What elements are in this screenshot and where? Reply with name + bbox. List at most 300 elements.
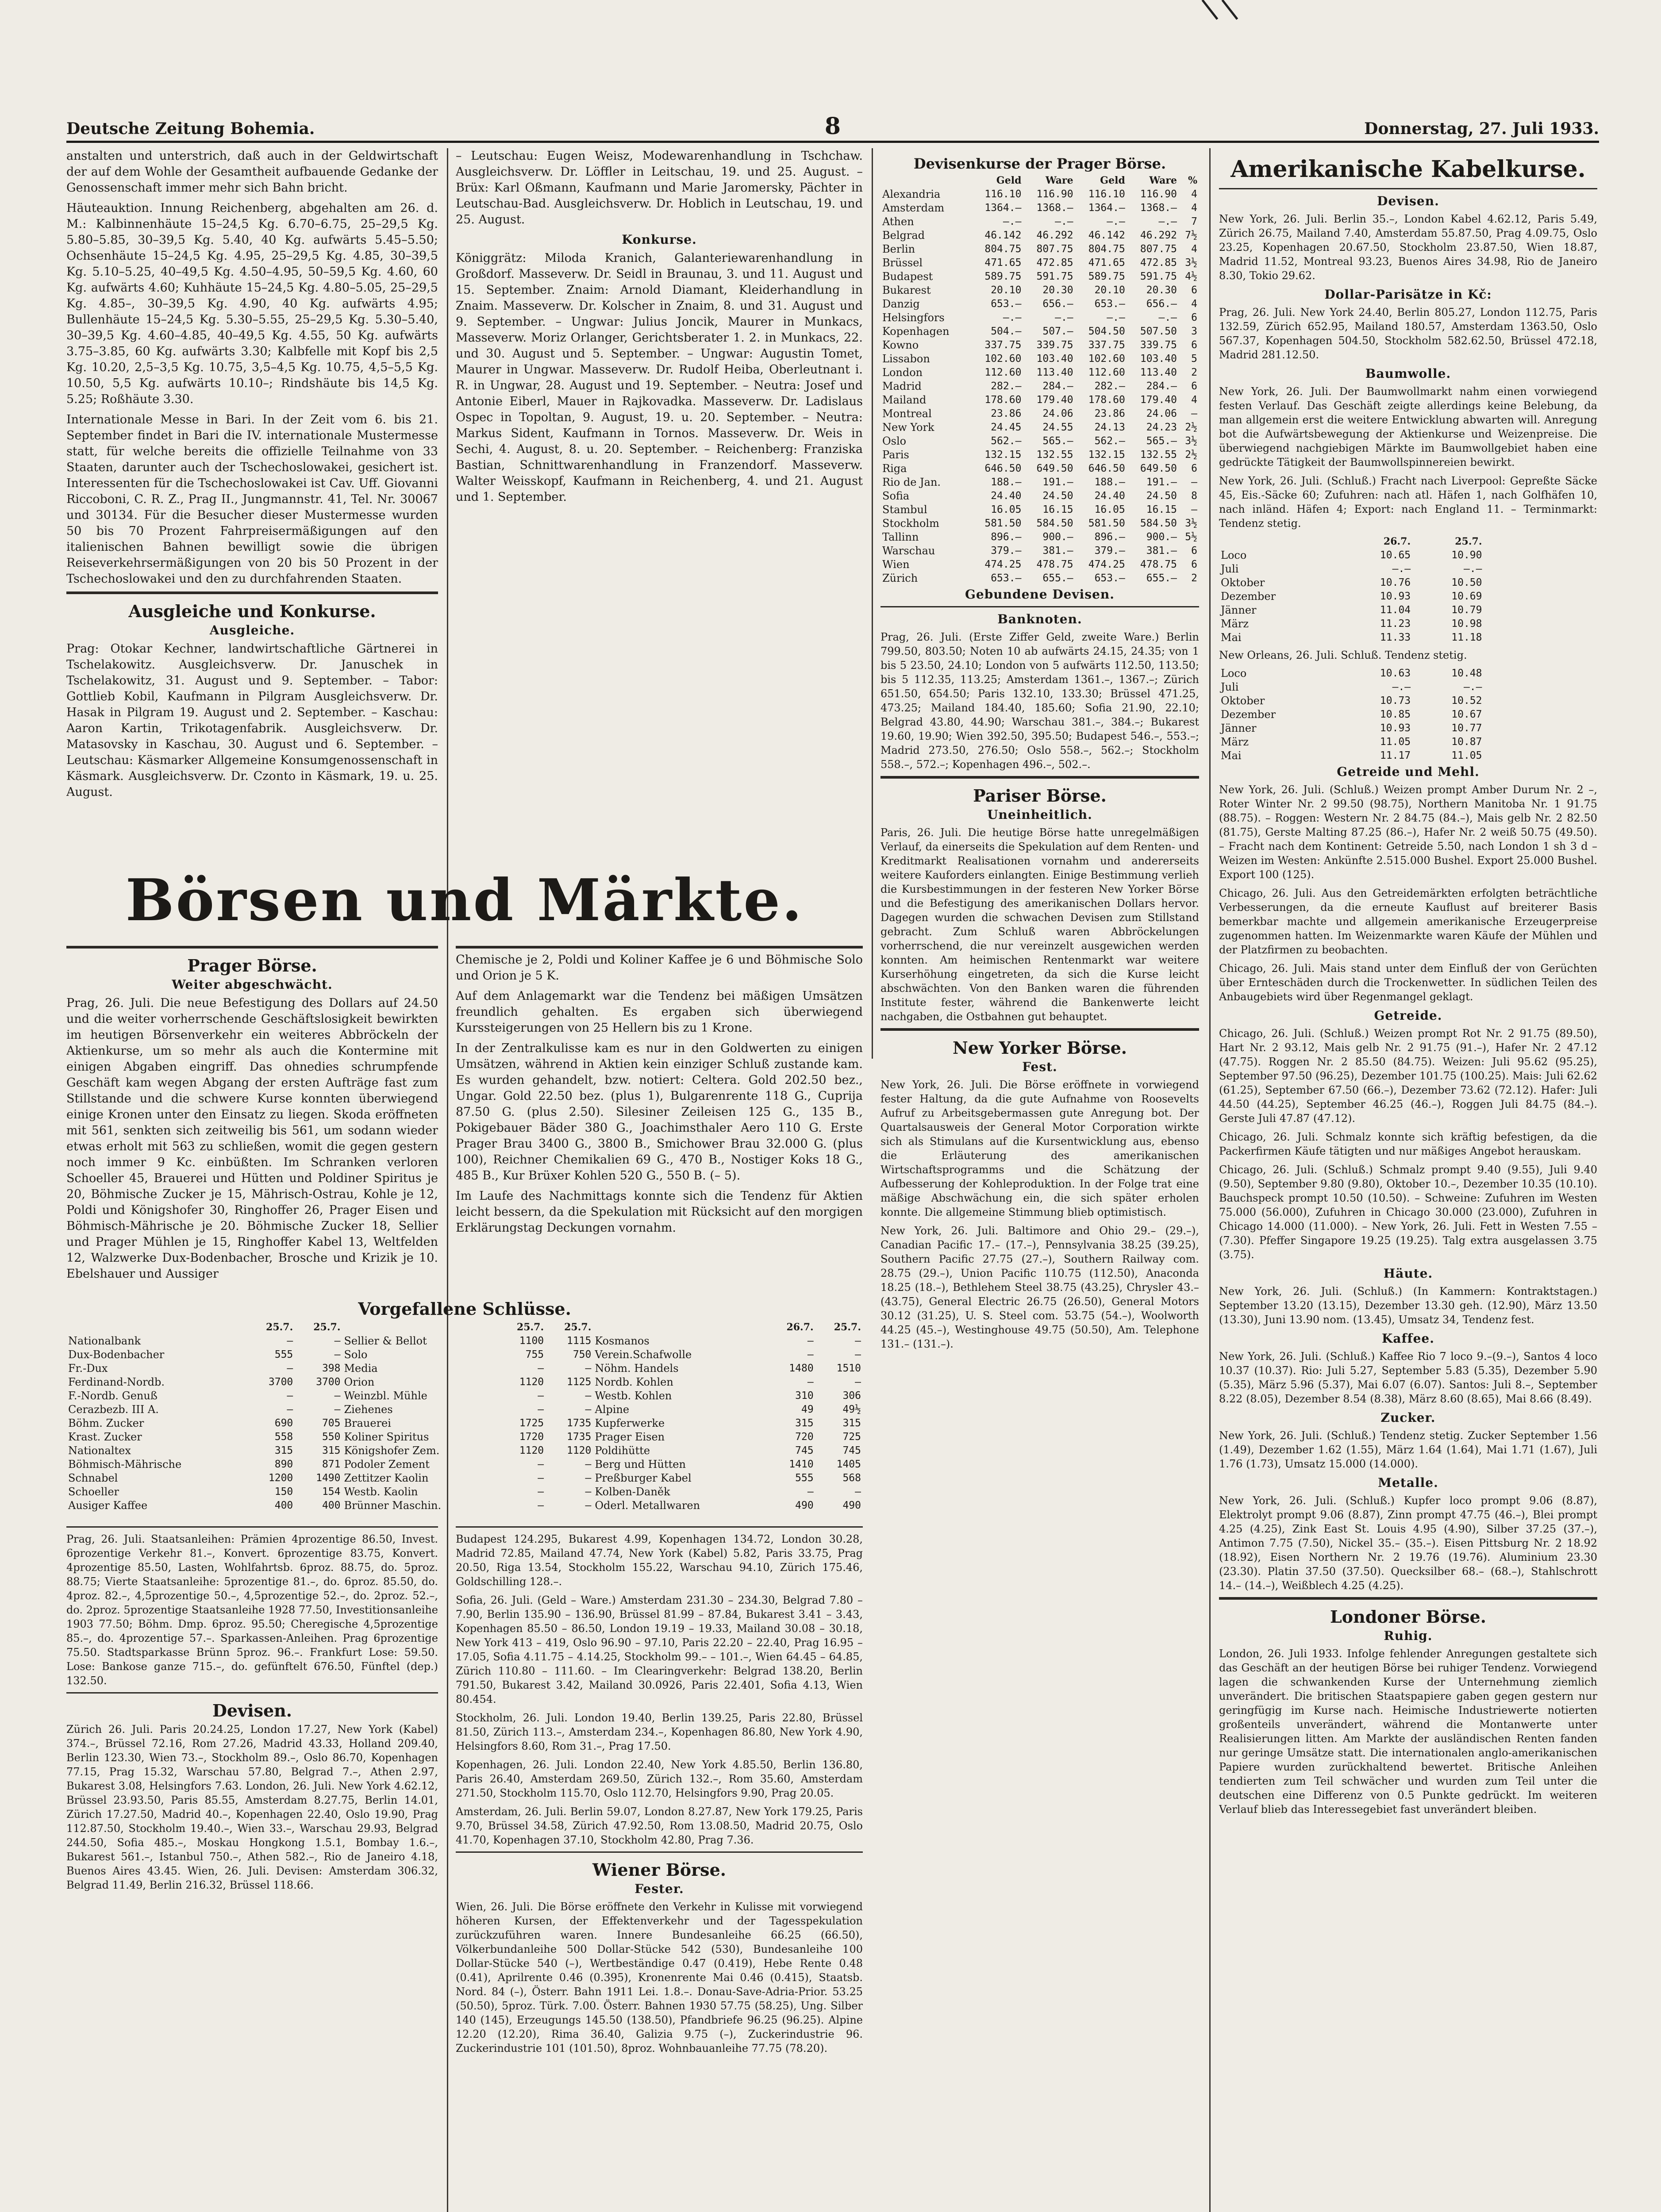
price-cell: 49 [801,1404,814,1415]
price-cell: 755 [525,1349,544,1360]
company-cell: Krast. Zucker [68,1431,142,1443]
table-row [1219,562,1484,576]
table-row [66,1362,863,1375]
rate-cell: 178.60 [984,394,1022,406]
city-cell: Bukarest [882,284,931,296]
article-prager: Prag, 26. Juli. Die neue Befestigung des Dollars auf 24.50 und die weiter vorherrschende Geschäftslosigkeit bewirkten im heutigen Börsenverkehr ein weiteres Abbröckeln der Aktienkurse, um so mehr als auch die Kontermine mit einigen Abgaben eingriff. Das ohnedies schrumpfende Geschäft kam wegen Abgang der ersten Aufträge fast zum Stillstande und die schwere Kurse konnten überwiegend einige Kronen unter den Einsatz zu liegen. Skoda eröffneten mit 561, senkten sich zeitweilig bis 561, um sodann wieder etwas erholt mit 563 zu schließen, womit die gegen gestern noch immer 9 Kc. einbüßten. Im Schranken verloren Schoeller 45, Brauerei und Hütten und Poldiner Spiritus je 20, Böhmische Zucker je 15, Mährisch-Ostrau, Kohle je 12, Poldi und Königshofer 30, Ringhoffer 26, Prager Eisen und Böhmisch-Mährische je 20. Böhmische Zucker 18, Sellier und Prager Mühlen je 15, Ringhoffer Kabel 13, Weltfelden 12, Walzwerke Dux-Bodenbacher, Brosche und Krizik je 10. Ebelshauer und Aussiger [66,996,438,1281]
table-row [66,1471,863,1485]
article-zucker: New York, 26. Juli. (Schluß.) Tendenz stetig. Zucker September 1.56 (1.49), Dezember 1.62 (1.55), März 1.64 (1.64), Mai 1.71 (1.67), Juli 1.76 (1.73), Umsatz 15.000 (14.000). [1219,1429,1597,1470]
col-header: Ware [1046,175,1073,186]
rate-cell: 5 [1191,353,1197,365]
rate-cell: 507.– [1042,326,1073,337]
company-cell: F.-Nordb. Genuß [68,1390,158,1402]
rate-cell: –.– [1055,216,1073,227]
table-row [880,393,1199,407]
table-row [880,476,1199,489]
price-cell: 871 [322,1459,341,1470]
price-cell: 1735 [566,1431,592,1443]
col-header: 25.7. [266,1321,293,1333]
company-cell: Ferdinand-Nordb. [68,1376,165,1388]
city-cell: Lissabon [882,353,930,365]
company-cell: Schnabel [68,1472,118,1484]
section-title-amerikanische: Amerikanische Kabelkurse. [1230,156,1586,183]
rate-cell: 807.75 [1140,243,1177,255]
price-cell: 1725 [519,1417,544,1429]
rate-cell: 896.– [1094,531,1125,543]
divider [66,1692,438,1694]
newspaper-name: Deutsche Zeitung Bohemia. [66,119,315,138]
section-subtitle: Ruhig. [1384,1628,1433,1643]
price-cell: 10.85 [1380,709,1411,720]
rate-cell: 6 [1191,463,1197,474]
col-header: % [1188,175,1197,186]
rate-cell: 24.45 [991,422,1022,433]
company-cell: Podoler Zement [344,1458,430,1471]
rate-cell: 339.75 [1140,339,1177,351]
rate-cell: 565.– [1042,435,1073,447]
rate-cell: 478.75 [1140,559,1177,570]
table-row [880,311,1199,325]
city-cell: Amsterdam [882,202,945,214]
rate-cell: 116.10 [1088,188,1125,200]
price-cell: 725 [842,1431,861,1443]
rate-cell: 653.– [1094,298,1125,310]
article-newyork-quotes: New York, 26. Juli. Baltimore and Ohio 29.– (29.–), Canadian Pacific 17.– (17.–), Pennsylvania 38.25 (39.25), Southern Pacific 27.75 (27.–), Southern Railway com. 28.75 (29.–), Union Pacific 110.75 (112.50), Anaconda 18.25 (18.–), Bethlehem Steel 38.75 (43.25), Chrysler 43.– (43.75), General Electric 26.75 (26.50), General Motors 30.12 (31.25), U. S. Steel com. 53.75 (54.–), Woolworth 44.25 (45.–), Westinghouse 49.75 (50.50), Am. Telephone 131.– (131.–). [880,1225,1199,1350]
rate-cell: 1368.– [1036,202,1073,214]
col-header: Ware [1149,175,1177,186]
section-subtitle: Weiter abgeschwächt. [172,977,333,992]
company-cell: Preßburger Kabel [595,1472,692,1484]
city-cell: Sofia [882,490,910,502]
table-row [66,1375,863,1389]
rate-cell: 188.– [991,476,1022,488]
rate-cell: 103.40 [1140,353,1177,365]
price-cell: – [538,1486,544,1498]
rate-cell: 24.06 [1146,408,1177,419]
price-cell: 490 [795,1500,814,1511]
divider [66,591,438,594]
city-cell: Helsingfors [882,311,945,324]
section-subtitle: Uneinheitlich. [987,807,1092,822]
company-cell: Brünner Maschin. [344,1499,442,1512]
col-header: 25.7. [516,1321,544,1333]
table-row [66,1348,863,1362]
col-header: Geld [996,175,1022,186]
price-cell: – [855,1376,861,1388]
rate-cell: 24.40 [1094,490,1125,502]
company-cell: Berg und Hütten [595,1458,686,1471]
col-header: 26.7. [786,1321,814,1333]
price-cell: – [287,1404,293,1415]
price-cell: –.– [1392,563,1411,575]
table-row [880,572,1199,585]
price-cell: 550 [322,1431,341,1443]
table-row [880,434,1199,448]
price-cell: 490 [842,1500,861,1511]
rate-cell: 6 [1191,559,1197,570]
table-row [880,517,1199,530]
rate-cell: 6 [1191,284,1197,296]
rate-cell: 24.50 [1146,490,1177,502]
price-cell: 10.52 [1451,695,1482,707]
price-cell: – [585,1363,592,1374]
rate-cell: 504.– [991,326,1022,337]
table-row [1219,722,1484,735]
rate-cell: 581.50 [984,518,1022,529]
month-cell: März [1221,618,1249,630]
rate-cell: 656.– [1042,298,1073,310]
baumwolle-table [1219,535,1484,645]
rate-cell: 4½ [1185,271,1197,282]
section-subtitle: Metalle. [1378,1475,1438,1490]
price-cell: 400 [322,1500,341,1511]
rate-cell: 24.23 [1146,422,1177,433]
column-2-mid [456,942,863,1279]
city-cell: New York [882,421,934,434]
rate-cell: 562.– [1094,435,1125,447]
article-newyork: New York, 26. Juli. Die Börse eröffnete in vorwiegend fester Haltung, da die gute Aufnahme von Roosevelts Aufruf zu Arbeitsgebermassen gute Anregung bot. Der Quartalsausweis der General Motor Corporation wirkte sich als Stimulans auf die Kursentwicklung aus, ebenso die Erläuterung des amerikanischen Wirtschaftsprogramms und die Schätzung der Aufbesserung der Kohleproduktion. In der Folge trat eine mäßige Abschwächung ein, die sich später erholen konnte. Die allgemeine Stimmung blieb optimistisch. [880,1079,1199,1218]
rate-cell: 589.75 [984,271,1022,282]
price-cell: – [807,1335,814,1347]
rate-cell: 132.55 [1140,449,1177,461]
rate-cell: 24.50 [1042,490,1073,502]
rate-cell: 379.– [991,545,1022,557]
city-cell: Warschau [882,545,935,557]
table-row [66,1417,863,1430]
price-cell: 568 [842,1472,861,1484]
rate-cell: 113.40 [1140,367,1177,378]
rate-cell: 188.– [1094,476,1125,488]
rate-cell: 16.15 [1146,504,1177,515]
schluesse-section [66,1292,863,1513]
rate-cell: 112.60 [1088,367,1125,378]
table-row [880,338,1199,352]
article-berlin: Budapest 124.295, Bukarest 4.99, Kopenhagen 134.72, London 30.28, Madrid 72.85, Mailand 47.74, New York (Kabel) 5.82, Paris 33.75, Prag 20.50, Riga 13.54, Stockholm 155.22, Warschau 94.10, Zürich 175.46, Goldschilling 128.–. [456,1533,863,1588]
article-intro: anstalten und unterstrich, daß auch in der Geldwirtschaft der auf dem Wohle der Gesamtheit aufbauende Gedanke der Genossenschaft immer mehr sich Bahn bricht. [66,149,438,195]
section-subtitle-konkurse: Konkurse. [622,232,697,247]
article-stockholm: Stockholm, 26. Juli. London 19.40, Berlin 139.25, Paris 22.80, Brüssel 81.50, Zürich 113.–, Amsterdam 234.–, Kopenhagen 86.80, New York 4.90, Helsingfors 8.60, Rom 31.–, Prag 17.50. [456,1712,863,1752]
article-baumwolle: New York, 26. Juli. Der Baumwollmarkt nahm einen vorwiegend festen Verlauf. Das Geschäft zeigte allerdings keine Belebung, da man allgemein erst die weitere Entwicklung abwarten will. Anregung bot die Aufwärtsbewegung der Aktienkurse und Weizenpreise. Die überwiegend nachgiebigen Märkte im Baumwollgebiet haben eine gedrückte Tätigkeit der Baumwollspinnereien bewirkt. [1219,385,1597,469]
table-row [1219,708,1484,722]
price-cell: 49½ [842,1404,861,1415]
price-cell: – [287,1335,293,1347]
section-title-devisen: Devisen. [212,1701,292,1720]
table-row [66,1485,863,1499]
price-cell: 11.05 [1380,736,1411,748]
rate-cell: 16.05 [1094,504,1125,515]
price-cell: – [585,1472,592,1484]
price-cell: 1100 [519,1335,544,1347]
price-cell: – [538,1500,544,1511]
page-header [66,113,1599,143]
price-cell: 315 [322,1445,341,1456]
city-cell: London [882,366,923,379]
price-cell: –.– [1463,681,1482,693]
rate-cell: 581.50 [1088,518,1125,529]
company-cell: Cerazbezb. III A. [68,1403,159,1416]
article-wiener: Wien, 26. Juli. Die Börse eröffnete den Verkehr in Kulisse mit vorwiegend höheren Kursen, der Effektenverkehr und der Tagesspekulation zurückzuführen waren. Innere Bundesanleihe 66.25 (66.50), Völkerbundanleihe 500 Dollar-Stücke 542 (530), Bundesanleihe 100 Dollar-Stücke 540 (–), Wertbeständige 0.47 (0.419), Hebe Rente 0.48 (0.41), Aprilrente 0.46 (0.395), Kronenrente Mai 0.46 (0.415), Staatsb. Nord. 84 (–), Österr. Bahn 1911 Lei. 1.8.–. Donau-Save-Adria-Prior. 53.25 (50.50), 5proz. Türk. 7.00. Österr. Bahnen 1930 57.75 (58.25), Ung. Silber 140 (145), Erzeugungs 145.50 (138.50), Pfandbriefe 96.25 (96.25). Alpine 12.20 (12.20), Rima 36.40, Galizia 9.75 (–), Zuckerindustrie 96. Zuckerindustrie 101 (101.50), 8proz. Wohnbauanleihe 77.75 (78.20). [456,1901,863,2055]
rate-cell: 7½ [1185,230,1197,241]
rate-cell: 20.10 [1094,284,1125,296]
orleans-table [1219,667,1484,763]
table-row [1219,735,1484,749]
divider [1219,188,1597,189]
table-row [880,544,1199,558]
price-cell: 1410 [789,1459,814,1470]
rate-cell: 20.30 [1146,284,1177,296]
orleans-label: New Orleans, 26. Juli. Schluß. Tendenz stetig. [1219,649,1467,661]
company-cell: Nationaltex [68,1444,131,1457]
rate-cell: –.– [1107,216,1125,227]
rate-cell: 282.– [991,380,1022,392]
table-row [66,1389,863,1403]
city-cell: Madrid [882,380,922,392]
table-row [1219,667,1484,680]
rate-cell: 478.75 [1036,559,1073,570]
rate-cell: – [1191,408,1197,419]
rate-cell: 3½ [1185,518,1197,529]
company-cell: Verein.Schafwolle [595,1348,692,1361]
section-title-londoner: Londoner Börse. [1330,1607,1486,1627]
price-cell: 1125 [566,1376,592,1388]
price-cell: – [585,1390,592,1402]
article-schmalz: Chicago, 26. Juli. Schmalz konnte sich kräftig befestigen, da die Packerfirmen Käufe tätigten und nur mäßiges Angebot herauskam. [1219,1131,1597,1157]
month-cell: Mai [1221,631,1242,644]
company-cell: Schoeller [68,1486,119,1498]
rate-cell: 653.– [991,298,1022,310]
rate-cell: 649.50 [1036,463,1073,474]
price-cell: –.– [1392,681,1411,693]
rate-cell: 1364.– [1088,202,1125,214]
rate-cell: 653.– [991,572,1022,584]
rate-cell: 191.– [1146,476,1177,488]
divider [880,606,1199,607]
company-cell: Alpine [595,1403,630,1416]
price-cell: 10.73 [1380,695,1411,707]
rate-cell: –.– [1003,312,1022,323]
company-cell: Böhmisch-Mährische [68,1458,182,1471]
month-cell: Jänner [1221,604,1257,616]
table-row [880,256,1199,270]
city-cell: Montreal [882,407,932,420]
rate-cell: 900.– [1042,531,1073,543]
price-cell: – [855,1349,861,1360]
table-row [880,270,1199,284]
city-cell: Tallinn [882,531,919,543]
rate-cell: 132.15 [984,449,1022,461]
price-cell: 10.93 [1380,591,1411,602]
rate-cell: 4 [1191,202,1197,214]
rate-cell: 653.– [1094,572,1125,584]
price-cell: 555 [795,1472,814,1484]
table-row [1219,549,1484,562]
rate-cell: 1364.– [984,202,1022,214]
section-title-ausgleiche: Ausgleiche und Konkurse. [128,601,376,621]
rate-cell: 3½ [1185,257,1197,269]
price-cell: 10.65 [1380,549,1411,561]
article-devisen: Zürich 26. Juli. Paris 20.24.25, London 17.27, New York (Kabel) 374.–, Brüssel 72.16, Rom 27.26, Madrid 43.33, Holland 209.40, Berlin 123.30, Wien 73.–, Stockholm 89.–, Oslo 86.70, Kopenhagen 77.15, Prag 15.32, Warschau 57.80, Belgrad 7.–, Athen 2.97, Bukarest 3.08, Helsingfors 7.63. London, 26. Juli. New York 4.62.12, Brüssel 23.93.50, Paris 85.55, Amsterdam 8.27.75, Berlin 14.01, Zürich 17.27.50, Madrid 40.–, Kopenhagen 22.40, Oslo 19.90, Prag 112.87.50, Stockholm 19.40.–, Wien 33.–, Warschau 29.93, Belgrad 244.50, Sofia 485.–, Moskau Hongkong 1.5.1, Bombay 1.6.–, Bukarest 561.–, Istanbul 750.–, Athen 582.–, Rio de Janeiro 4.18, Buenos Aires 43.45. Wien, 26. Juli. Devisen: Amsterdam 306.32, Belgrad 11.49, Berlin 216.32, Brüssel 118.66. [66,1723,438,1891]
month-cell: Loco [1221,549,1247,561]
price-cell: 1405 [836,1459,861,1470]
col-header [342,1321,498,1334]
table-row [66,1334,863,1348]
month-cell: Jänner [1221,722,1257,734]
rate-cell: 584.50 [1036,518,1073,529]
price-cell: 558 [274,1431,293,1443]
rate-cell: 655.– [1146,572,1177,584]
rate-cell: 339.75 [1036,339,1073,351]
rate-cell: 474.25 [984,559,1022,570]
rate-cell: 379.– [1094,545,1125,557]
table-row [880,558,1199,572]
price-cell: 315 [795,1417,814,1429]
price-cell: 745 [795,1445,814,1456]
company-cell: Orion [344,1376,375,1388]
rate-cell: 16.15 [1042,504,1073,515]
company-cell: Böhm. Zucker [68,1417,144,1429]
month-cell: Mai [1221,749,1242,762]
city-cell: Belgrad [882,229,925,242]
rate-cell: 191.– [1042,476,1073,488]
rate-cell: 649.50 [1140,463,1177,474]
article-kaffee: Chemische je 2, Poldi und Koliner Kaffee je 6 und Böhmische Solo und Orion je 5 K. [456,953,863,983]
month-cell: Loco [1221,667,1247,680]
month-cell: März [1221,736,1249,748]
table-row [880,325,1199,338]
company-cell: Königshofer Zem. [344,1444,440,1457]
rate-cell: 655.– [1042,572,1073,584]
article-anlage: Auf dem Anlagemarkt war die Tendenz bei mäßigen Umsätzen freundlich gehalten. Es ergaben sich überwiegend Kurssteigerungen von 25 Hellern bis zu 1 Krone. [456,989,863,1035]
schluesse-table [66,1321,863,1513]
price-cell: – [585,1404,592,1415]
company-cell: Sellier & Bellot [344,1335,427,1347]
table-row [1219,617,1484,631]
section-subtitle-banknoten: Banknoten. [997,612,1082,626]
company-cell: Dux-Bodenbacher [68,1348,165,1361]
price-cell: 11.05 [1451,750,1482,761]
section-subtitle: Ausgleiche. [209,623,295,637]
rate-cell: 132.55 [1036,449,1073,461]
city-cell: Alexandria [882,188,941,200]
price-cell: – [287,1390,293,1402]
city-cell: Danzig [882,298,920,310]
column-3 [880,148,1199,2212]
price-cell: 315 [842,1417,861,1429]
price-cell: 315 [274,1445,293,1456]
rate-cell: 591.75 [1036,271,1073,282]
rate-cell: 103.40 [1036,353,1073,365]
rate-cell: 896.– [991,531,1022,543]
rate-cell: 6 [1191,312,1197,323]
rate-cell: 24.40 [991,490,1022,502]
rate-cell: 5½ [1185,531,1197,543]
section-subtitle: Fest. [1022,1060,1057,1074]
price-cell: 10.98 [1451,618,1482,630]
rate-cell: 179.40 [1140,394,1177,406]
rate-cell: 900.– [1146,531,1177,543]
section-subtitle: Getreide. [1374,1008,1442,1023]
city-cell: Riga [882,462,907,475]
price-cell: – [807,1349,814,1360]
price-cell: – [855,1486,861,1498]
month-cell: Juli [1221,681,1239,693]
city-cell: Brüssel [882,257,923,269]
price-cell: – [538,1472,544,1484]
article-konkurse: Königgrätz: Miloda Kranich, Galanteriewarenhandlung in Großdorf. Masseverw. Dr. Seidl in Braunau, 3. und 11. August und 15. September. Znaim: Arnold Diamant, Kleiderhandlung in Znaim. Masseverw. Dr. Kolscher in Znaim, 8. und 31. August und 9. September. – Ungwar: Julius Joncik, Maurer in Munkacs, Masseverw. Moriz Orlanger, Gerichtsberater 1. 2. in Munkacs, 22. und 30. August und 5. September. – Ungwar: Augustin Tomet, Maurer in Ungwar. Masseverw. Dr. Rudolf Heiba, Oberleutnant i. R. in Ungwar, 28. August und 19. September. – Neutra: Josef und Antonie Eiberl, Mauer in Rajkovadka. Masseverw. Dr. Ladislaus Ospec in Topoltan, 9. August, 19. u. 20. September. – Neutra: Markus Sident, Kaufmann in Tornos. Masseverw. Dr. Weis in Sechi, 4. August, 8. u. 20. September. – Reichenberg: Franziska Bastian, Schnittwarenhandlung in Franzendorf. Masseverw. Walter Weisskopf, Kaufmann in Reichenberg, 4. und 21. August und 1. September. [456,251,863,504]
issue-date: Donnerstag, 27. Juli 1933. [1364,119,1599,138]
rate-cell: 474.25 [1088,559,1125,570]
rate-cell: –.– [1107,312,1125,323]
rate-cell: 46.292 [1140,230,1177,241]
city-cell: Wien [882,558,910,571]
rate-cell: 24.06 [1042,408,1073,419]
table-row [880,352,1199,366]
price-cell: 10.90 [1451,549,1482,561]
article-messe: Internationale Messe in Bari. In der Zeit vom 6. bis 21. September findet in Bari die IV. internationale Mustermesse statt, für welche bereits die offizielle Teilnahme von 33 Staaten, darunter auch der Tschechoslowakei, gesichert ist. Interessenten für die Tschechoslowakei ist Cav. Uff. Giovanni Riccoboni, C. R. Z., Prag II., Jungmannstr. 41, Tel. Nr. 30067 und 30134. Für die Besucher dieser Mustermesse wurden 50 bis 70 Prozent Fahrpreisermäßigungen auf den italienischen Bahnen bewilligt sowie die übrigen Reiseverkehrsermäßigungen von 20 bis 50 Prozent in der Tschechoslowakei und den zu durchfahrenden Staaten. [66,413,438,586]
article-dollar: Prag, 26. Juli. New York 24.40, Berlin 805.27, London 112.75, Paris 132.59, Zürich 652.95, Mailand 180.57, Amsterdam 1363.50, Oslo 567.37, Kopenhagen 504.50, Stockholm 582.62.50, Brüssel 472.18, Madrid 281.12.50. [1219,306,1597,361]
article-zentral: In der Zentralkulisse kam es nur in den Goldwerten zu einigen Umsätzen, während in Aktien kein einziger Schluß zustande kam. Es wurden gehandelt, bzw. notiert: Celtera. Gold 202.50 bez., Ungar. Gold 22.50 bez. (plus 1), Bulgarenrente 118 G., Cuprija 87.50 G. (plus 2.50). Silesiner Zeileisen 125 G., 135 B., Pokigebauer Bäder 380 G., Joachimsthaler Aero 110 G. Erste Prager Brau 3400 G., 3800 B., Smichower Brau 32.000 G. (plus 100), Reichner Chemikalien 69 G., 470 B., Nostiger Koks 18 G., 485 B., Kur Brüxer Kohlen 520 G., 550 B. (– 5). [456,1041,863,1183]
company-cell: Zettitzer Kaolin [344,1472,429,1484]
section-subtitle: Getreide und Mehl. [1337,764,1480,779]
column-rule [1209,148,1211,2212]
rate-cell: 102.60 [1088,353,1125,365]
city-cell: Mailand [882,394,927,406]
article-metalle: New York, 26. Juli. (Schluß.) Kupfer loco prompt 9.06 (8.87), Elektrolyt prompt 9.06 (8.87), Zinn prompt 47.75 (46.–), Blei prompt 4.25 (4.25), Zink East St. Louis 4.95 (4.90), Silber 37.25 (37.–), Antimon 7.75 (7.50), Nickel 35.– (35.–). Eisen Pittsburg Nr. 2 18.92 (18.92), Eisen Northern Nr. 2 19.76 (19.76). Aluminium 23.30 (23.30). Platin 37.50 (37.50). Quecksilber 68.– (68.–), Stahlschrott 14.– (14.–), Weißblech 4.25 (4.25). [1219,1494,1597,1592]
city-cell: Rio de Jan. [882,476,941,488]
table-row [66,1403,863,1417]
divider [66,1526,438,1528]
price-cell: 154 [322,1486,341,1498]
rate-cell: 282.– [1094,380,1125,392]
rate-cell: 46.142 [984,230,1022,241]
rate-cell: 337.75 [984,339,1022,351]
article-ausgleiche: Prag: Otokar Kechner, landwirtschaftliche Gärtnerei in Tschelakowitz. Ausgleichsverw. Dr. Januschek in Tschelakowitz, 31. August und 9. September. – Tabor: Gottlieb Kobil, Kaufmann in Pilgram Ausgleichsverw. Dr. Hasak in Pilgram 19. August und 2. September. – Kaschau: Aaron Kartin, Trikotagenfabrik. Ausgleichsverw. Dr. Matasovsky in Kaschau, 30. August und 6. September. – Leutschau: Käsmarker Allgemeine Konsumgenossenschaft in Käsmark. Ausgleichsverw. Dr. Czonto in Käsmark, 19. u. 25. August. [66,642,438,799]
rate-cell: 2½ [1185,449,1197,461]
rate-cell: 16.05 [991,504,1022,515]
section-title-boersen: Börsen und Märkte. [125,866,804,934]
article-schmalz-quotes: Chicago, 26. Juli. (Schluß.) Schmalz prompt 9.40 (9.55), Juli 9.40 (9.50), September 9.80 (9.80), Oktober 10.–, Dezember 10.35 (10.10). Bauchspeck prompt 10.50 (10.50). – Schweine: Zufuhren im Westen 75.000 (56.000), Zufuhren in Chicago 30.000 (23.000), Zufuhren in Chicago 14.000 (11.000). – New York, 26. Juli. Fett in Westen 7.55 – (7.30). Pfeffer Singapore 19.25 (19.25). Talg extra ausgelassen 3.75 (3.75). [1219,1164,1597,1261]
table-row [880,380,1199,393]
company-cell: Poldihütte [595,1444,650,1457]
price-cell: 3700 [268,1376,293,1388]
city-cell: Zürich [882,572,918,584]
price-cell: – [538,1390,544,1402]
table-row [1219,631,1484,645]
price-cell: 11.33 [1380,632,1411,643]
table-row [1219,694,1484,708]
city-cell: Berlin [882,243,915,255]
company-cell: Ausiger Kaffee [68,1499,148,1512]
city-cell: Stambul [882,503,927,516]
rate-cell: 23.86 [1094,408,1125,419]
col-header: 25.7. [564,1321,592,1333]
city-cell: Athen [882,215,914,228]
table-row [880,462,1199,476]
col-header: 25.7. [313,1321,341,1333]
company-cell: Kosmanos [595,1335,650,1347]
price-cell: 10.67 [1451,709,1482,720]
price-cell: 690 [274,1417,293,1429]
rate-cell: 116.90 [1140,188,1177,200]
column-2-lower [456,1522,863,2212]
price-cell: 750 [573,1349,592,1360]
table-row [880,503,1199,517]
price-cell: – [807,1486,814,1498]
price-cell: 11.18 [1451,632,1482,643]
rate-cell: 24.13 [1094,422,1125,433]
rate-cell: 102.60 [984,353,1022,365]
article-getreide: New York, 26. Juli. (Schluß.) Weizen prompt Amber Durum Nr. 2 –, Roter Winter Nr. 2 99.50 (98.75), Northern Manitoba Nr. 1 91.75 (88.75). – Roggen: Western Nr. 2 84.75 (84.–), Mais gelb Nr. 2 82.50 (81.75), Gerste Malting 87.25 (86.–), Hafer Nr. 2 weiß 50.75 (49.50). – Fracht nach dem Kontinent: Getreide 5.50, nach London 1 sh 3 d – Weizen im Westen: Ankünfte 2.515.000 Bushel. Export 25.000 Bushel. Export 100 (125). [1219,783,1597,881]
